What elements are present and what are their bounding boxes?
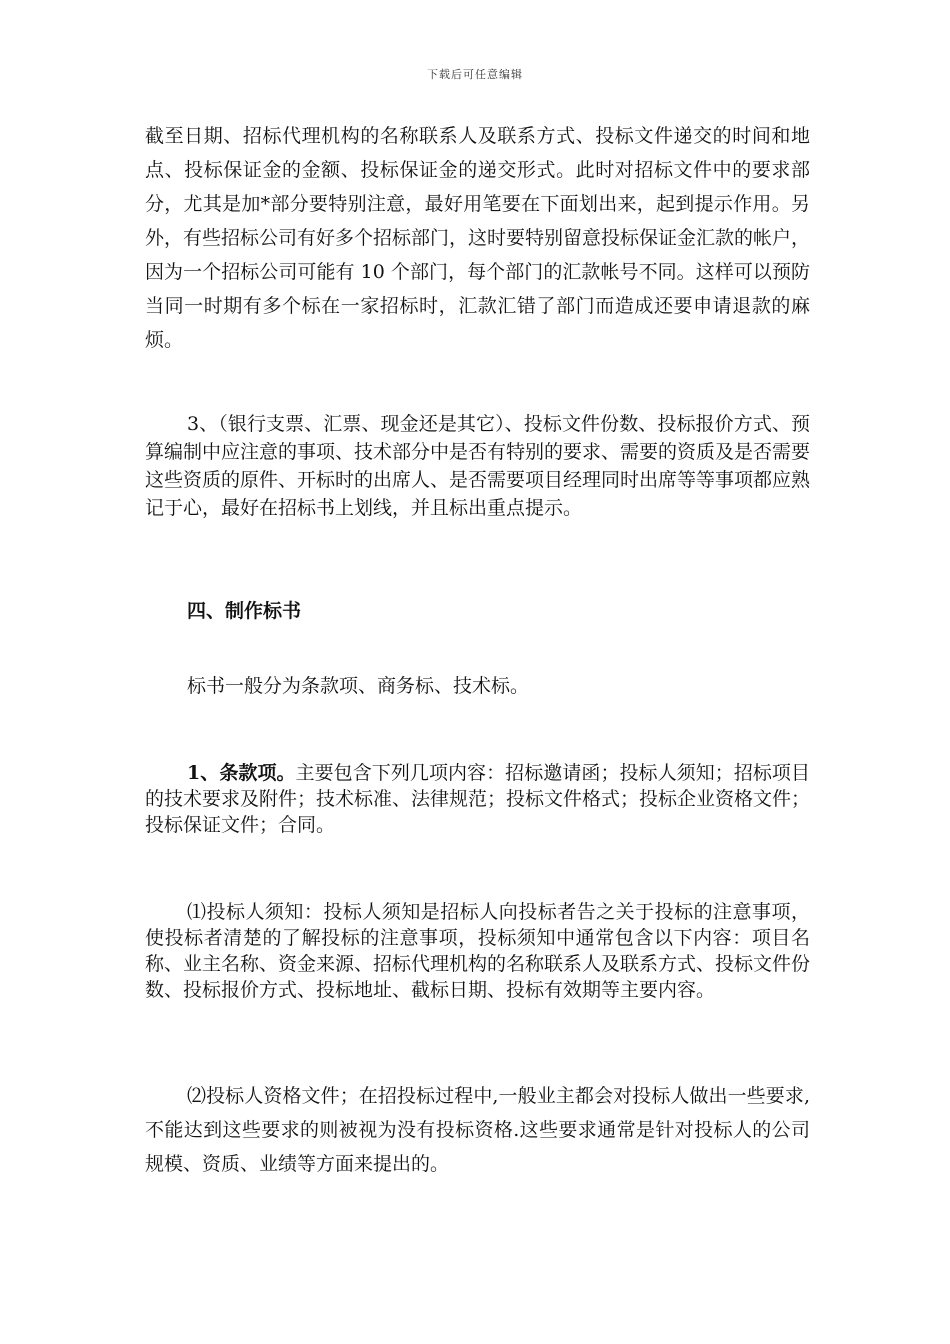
paragraph-bidder-qualification: ⑵投标人资格文件；在招投标过程中,一般业主都会对投标人做出一些要求,不能达到这些要求的则被视为没有投标资格.这些要求通常是针对投标人的公司规模、资质、业绩等方面来提出的。	[145, 1085, 810, 1175]
page-header-note: 下载后可任意编辑	[427, 68, 523, 81]
paragraph-item-3: 3、（银行支票、汇票、现金还是其它）、投标文件份数、投标报价方式、预算编制中应注意的事项、技术部分中是否有特别的要求、需要的资质及是否需要这些资质的原件、开标时的出席人、是否需要项目经理同时出席等等事项都应熟记于心，最好在招标书上划线，并且标出重点提示。	[145, 413, 811, 519]
paragraph-bidder-notice: ⑴投标人须知：投标人须知是招标人向投标者告之关于投标的注意事项，使投标者清楚的了解投标的注意事项，投标须知中通常包含以下内容：项目名称、业主名称、资金来源、招标代理机构的名称联系人及联系方式、投标文件份数、投标报价方式、投标地址、截标日期、投标有效期等主要内容。	[145, 901, 811, 1001]
paragraph-clause-items	[145, 760, 810, 838]
paragraph-bid-deadline: 截至日期、招标代理机构的名称联系人及联系方式、投标文件递交的时间和地点、投标保证金的金额、投标保证金的递交形式。此时对招标文件中的要求部分，尤其是加*部分要特别注意，最好用笔要在下面划出来，起到提示作用。另外，有些招标公司有好多个招标部门，这时要特别留意投标保证金汇款的帐户，因为一个招标公司可能有 10 个部门，每个部门的汇款帐号不同。这样可以预防当同一时期有多个标在一家招标时，汇款汇错了部门而造成还要申请退款的麻烦。	[145, 125, 811, 351]
paragraph-bid-parts: 标书一般分为条款项、商务标、技术标。	[187, 675, 530, 697]
clause-items-body: 主要包含下列几项内容：招标邀请函；投标人须知；招标项目的技术要求及附件；技术标准、法律规范；投标文件格式；投标企业资格文件；投标保证文件；合同。	[145, 762, 811, 836]
clause-items-lead: 1、条款项。	[187, 762, 296, 784]
section-heading-make-bid: 四、制作标书	[187, 600, 302, 622]
